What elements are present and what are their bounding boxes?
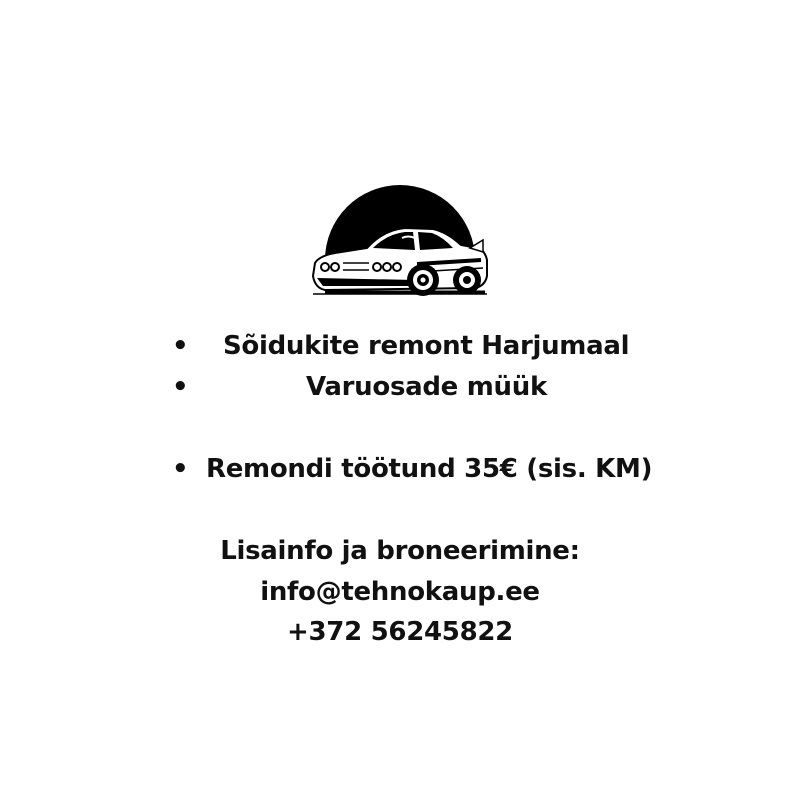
- bullet-2: •: [172, 372, 189, 402]
- contact-heading: Lisainfo ja broneerimine:: [220, 536, 580, 566]
- service-item-parts: Varuosade müük: [306, 372, 547, 402]
- service-item-repair: Sõidukite remont Harjumaal: [223, 331, 630, 361]
- car-logo-icon: [305, 168, 495, 308]
- bullet-3: •: [172, 454, 189, 484]
- rear-wheel: [453, 266, 481, 294]
- bullet-1: •: [172, 331, 189, 361]
- contact-phone: +372 56245822: [287, 617, 513, 647]
- service-item-hourly-rate: Remondi töötund 35€ (sis. KM): [206, 454, 653, 484]
- contact-email: info@tehnokaup.ee: [260, 577, 540, 607]
